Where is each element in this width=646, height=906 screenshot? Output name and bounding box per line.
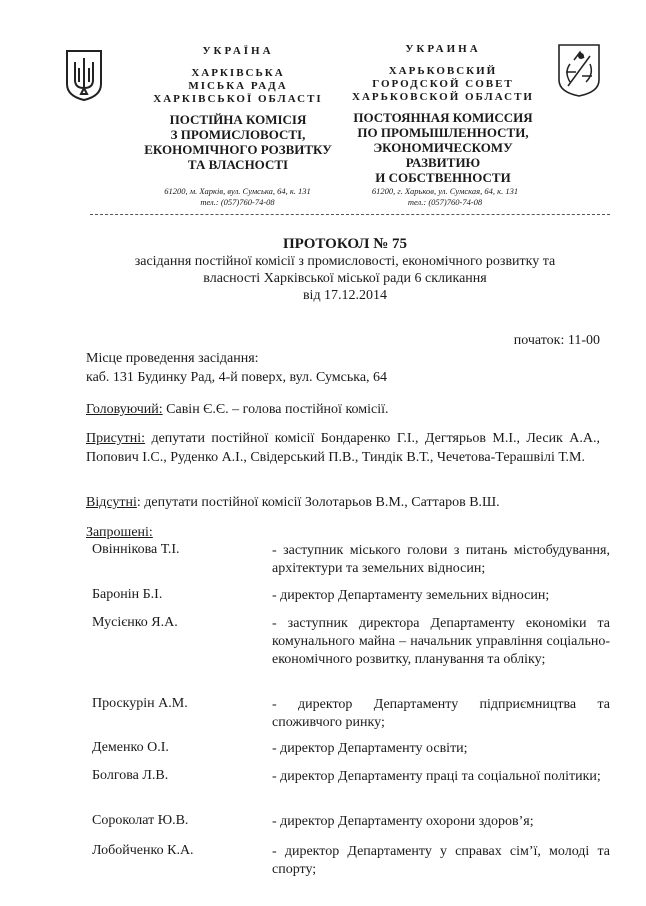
- commission-ru: ПОСТОЯННАЯ КОМИССИЯ ПО ПРОМЫШЛЕННОСТИ, ЭКОНОМИЧЕСКОМУ РАЗВИТИЮ И СОБСТВЕННОСТИ: [353, 110, 533, 185]
- invited-name: Проскурін А.М.: [92, 696, 188, 711]
- invited-role: - директор Департаменту охорони здоров’я;: [272, 814, 534, 829]
- address-ua: 61200, м. Харків, вул. Сумська, 64, к. 131 тел.: (057)760-74-08: [164, 186, 311, 207]
- protocol-subtitle-1: засідання постійної комісії з промисловості, економічного розвитку та: [134, 254, 556, 269]
- chair-line: [86, 400, 606, 419]
- invited-role: - директор Департаменту у справах сім’ї, молоді та спорту;: [272, 844, 610, 877]
- protocol-heading: [80, 236, 610, 304]
- country-ru: УКРАИНА: [405, 43, 481, 55]
- chair-value: Савін Є.Є. – голова постійної комісії.: [162, 402, 389, 417]
- invited-name: Деменко О.І.: [92, 740, 169, 755]
- commission-ua: ПОСТІЙНА КОМІСІЯ З ПРОМИСЛОВОСТІ, ЕКОНОМІЧНОГО РОЗВИТКУ ТА ВЛАСНОСТІ: [144, 112, 332, 172]
- invited-role: - заступник міського голови з питань містобудування, архітектури та земельних відносин;: [272, 543, 610, 576]
- invited-name: Баронін Б.І.: [92, 587, 163, 602]
- header-divider: [90, 214, 610, 215]
- address-ru: 61200, г. Харьков, ул. Сумская, 64, к. 131 тел.: (057)760-74-08: [371, 186, 519, 207]
- invited-role: - директор Департаменту освіти;: [272, 741, 468, 756]
- kharkiv-emblem-icon: [556, 42, 602, 98]
- present-label: Присутні:: [86, 431, 146, 446]
- invited-label: Запрошені:: [86, 525, 153, 540]
- absent-line: [86, 493, 606, 512]
- protocol-date: від 17.12.2014: [302, 288, 388, 303]
- invited-role: - директор Департаменту підприємництва та споживчого ринку;: [272, 697, 610, 730]
- meeting-place: [86, 349, 606, 387]
- absent-value: : депутати постійної комісії Золотарьов В.М., Саттаров В.Ш.: [136, 495, 500, 510]
- protocol-title: ПРОТОКОЛ № 75: [282, 236, 408, 252]
- invited-role: - директор Департаменту праці та соціальної політики;: [272, 769, 601, 784]
- present-value: депутати постійної комісії Бондаренко Г.І., Дегтярьов М.І., Лесик А.А., Попович І.С., Руденко А.І., Свідерський П.В., Тиндік В.Т., Чечетова-Терашвілі Т.М.: [86, 431, 600, 465]
- place-label: Місце проведення засідання:: [86, 351, 259, 366]
- coat-of-arms-ukraine-icon: [64, 48, 104, 102]
- header-left: [128, 45, 348, 172]
- invited-name: Сороколат Ю.В.: [92, 813, 189, 828]
- present-paragraph: [86, 429, 600, 467]
- header-right: [336, 43, 550, 185]
- invited-name: Овіннікова Т.І.: [92, 542, 180, 557]
- country-ua: УКРАЇНА: [202, 45, 274, 57]
- invited-role: - директор Департаменту земельних відносин;: [272, 588, 550, 603]
- protocol-subtitle-2: власності Харківської міської ради 6 скликання: [203, 271, 487, 286]
- place-value: каб. 131 Будинку Рад, 4-й поверх, вул. Сумська, 64: [86, 370, 388, 385]
- absent-label: Відсутні: [86, 495, 137, 510]
- chair-label: Головуючий:: [86, 402, 163, 417]
- invited-name: Болгова Л.В.: [92, 768, 169, 783]
- org-ua: ХАРКІВСЬКА МІСЬКА РАДА ХАРКІВСЬКОЇ ОБЛАСТІ: [153, 67, 323, 105]
- org-ru: ХАРЬКОВСКИЙ ГОРОДСКОЙ СОВЕТ ХАРЬКОВСКОЙ ОБЛАСТИ: [352, 65, 534, 103]
- invited-role: - заступник директора Департаменту економіки та комунального майна – начальник управління соціально-економічного розвитку, планування та обліку;: [272, 616, 610, 667]
- invited-name: Мусієнко Я.А.: [92, 615, 178, 630]
- start-time: початок: 11-00: [513, 333, 600, 348]
- invited-name: Лобойченко К.А.: [92, 843, 194, 858]
